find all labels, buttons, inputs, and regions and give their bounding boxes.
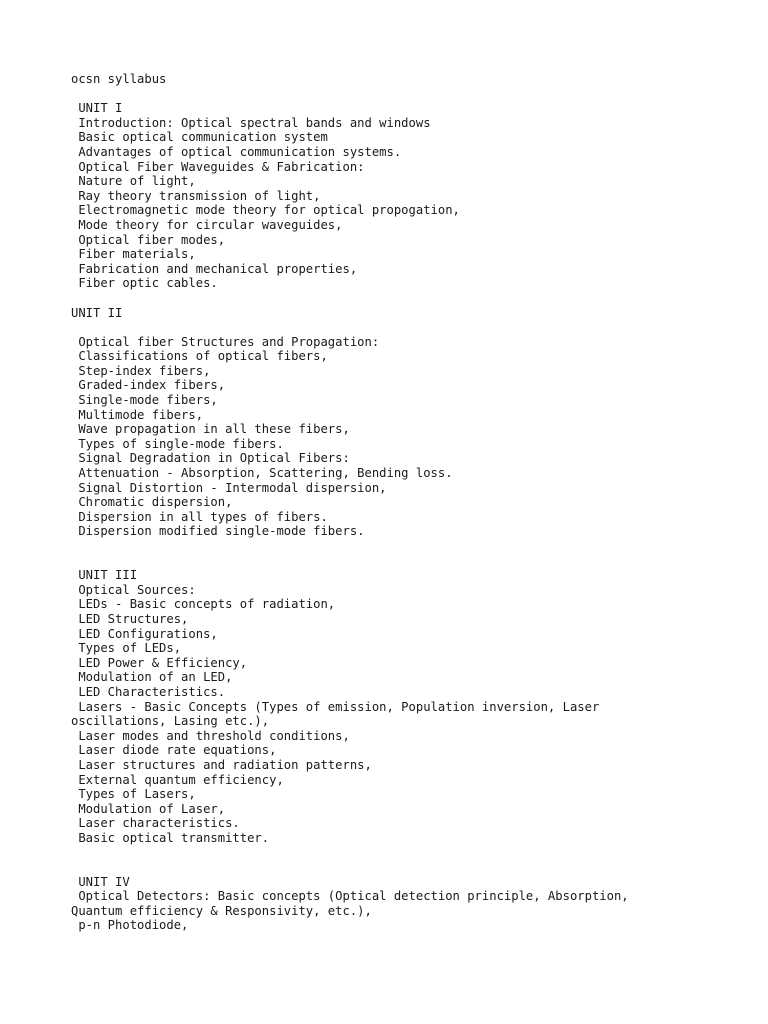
text-line [71,291,751,306]
text-line [71,845,751,860]
text-line: UNIT II [71,305,123,320]
text-line [71,860,751,875]
text-line: Laser characteristics. [71,816,240,831]
text-line [71,554,751,569]
text-line: Fiber optic cables. [71,276,218,291]
text-line: Basic optical transmitter. [71,830,270,845]
text-line: ocsn syllabus [71,72,167,86]
text-line: Single-mode fibers, [71,393,218,408]
text-line: Types of single-mode fibers. [71,436,284,451]
text-line: Laser modes and threshold conditions, [71,728,350,743]
text-line: LED Characteristics. [71,684,226,699]
text-line: LED Structures, [71,611,189,626]
text-line: Modulation of an LED, [71,670,233,685]
text-line: Optical Fiber Waveguides & Fabrication: [71,159,365,174]
text-line: Attenuation - Absorption, Scattering, Bending loss. [71,466,453,481]
text-line: Types of LEDs, [71,641,182,656]
text-line: Basic optical communication system [71,130,328,145]
text-line: Step-index fibers, [71,363,211,378]
text-line: Modulation of Laser, [71,801,226,816]
text-line: External quantum efficiency, [71,772,284,787]
text-line: Signal Degradation in Optical Fibers: [71,451,350,466]
text-line: LEDs - Basic concepts of radiation, [71,597,336,612]
text-line: Dispersion modified single-mode fibers. [71,524,365,539]
text-line: Signal Distortion - Intermodal dispersion, [71,480,387,495]
text-line: Dispersion in all types of fibers. [71,509,328,524]
text-line: UNIT III [71,568,138,583]
text-line: Multimode fibers, [71,407,204,422]
text-line: LED Power & Efficiency, [71,655,248,670]
text-line: Wave propagation in all these fibers, [71,422,350,437]
text-line: Chromatic dispersion, [71,495,233,510]
text-line: LED Configurations, [71,626,218,641]
text-line: Advantages of optical communication systems. [71,144,402,159]
text-line: Classifications of optical fibers, [71,349,328,364]
text-line: Optical Sources: [71,582,196,597]
text-line: Fabrication and mechanical properties, [71,261,358,276]
text-line: Fiber materials, [71,247,196,262]
text-line: Mode theory for circular waveguides, [71,217,343,232]
text-line [71,320,751,335]
text-line [71,87,751,102]
text-line: Types of Lasers, [71,787,196,802]
text-line: Laser diode rate equations, [71,743,277,758]
text-line: Quantum efficiency & Responsivity, etc.), [71,903,372,918]
text-line: UNIT IV [71,874,130,889]
text-line: p-n Photodiode, [71,918,189,933]
text-line: Optical fiber modes, [71,232,226,247]
text-line: Lasers - Basic Concepts (Types of emission, Population inversion, Laser [71,699,600,714]
document-body [71,72,751,933]
text-line: Graded-index fibers, [71,378,226,393]
text-line: Electromagnetic mode theory for optical propogation, [71,203,460,218]
text-line: Laser structures and radiation patterns, [71,757,372,772]
text-line: Ray theory transmission of light, [71,188,321,203]
text-line: UNIT I [71,101,123,116]
text-line: oscillations, Lasing etc.), [71,714,270,729]
text-line: Optical fiber Structures and Propagation: [71,334,380,349]
text-line [71,539,751,554]
text-line: Nature of light, [71,174,196,189]
text-line: Optical Detectors: Basic concepts (Optical detection principle, Absorption, [71,889,629,904]
text-line: Introduction: Optical spectral bands and windows [71,115,431,130]
